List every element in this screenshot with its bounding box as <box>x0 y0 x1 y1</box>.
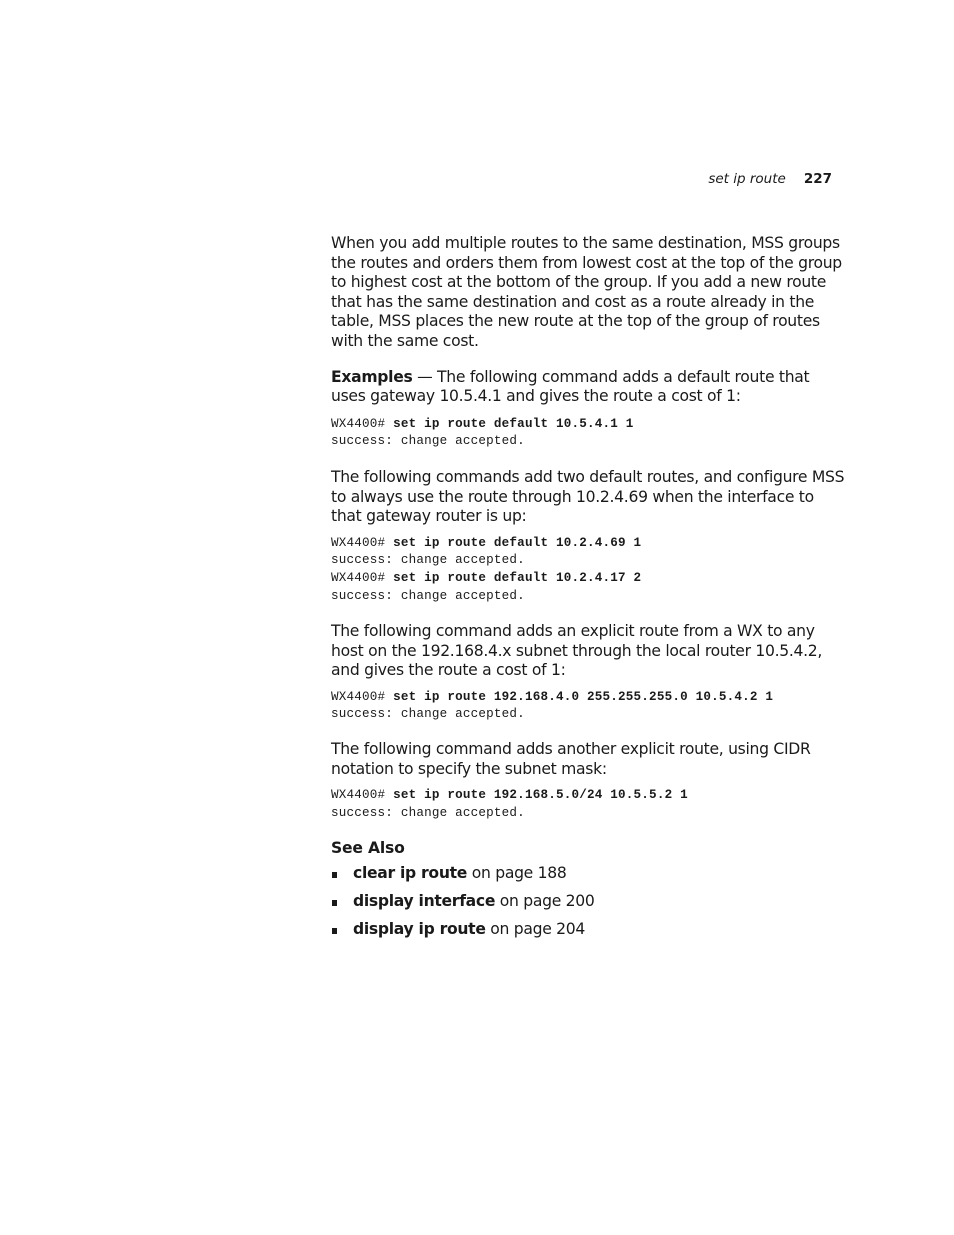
success-output: success: change accepted. <box>331 805 525 820</box>
success-output: success: change accepted. <box>331 588 525 603</box>
page-reference: on page 200 <box>495 892 595 911</box>
command: set ip route 192.168.4.0 255.255.255.0 10.5.4.2 1 <box>393 689 774 704</box>
see-also-link[interactable]: display ip route <box>353 919 486 938</box>
paragraph-3: The following command adds an explicit route from a WX to any host on the 192.168.4.x subnet through the local router 10.5.4.2, and gives the route a cost of 1: <box>331 622 823 680</box>
success-output: success: change accepted. <box>331 707 525 722</box>
command: set ip route default 10.5.4.1 1 <box>393 416 634 431</box>
header-section-title: set ip route <box>708 171 786 187</box>
see-also-link[interactable]: display interface <box>353 892 496 911</box>
command: set ip route default 10.2.4.69 1 <box>393 535 642 550</box>
code-block-1 <box>331 416 845 451</box>
page-body <box>331 234 845 939</box>
page-reference: on page 188 <box>467 864 567 883</box>
see-also-item <box>331 864 845 884</box>
paragraph-2: The following commands add two default routes, and configure MSS to always use the route through 10.2.4.69 when the interface to that gateway router is up: <box>331 467 845 526</box>
see-also-list <box>331 864 845 939</box>
success-output: success: change accepted. <box>331 553 525 568</box>
command: set ip route default 10.2.4.17 2 <box>393 570 642 585</box>
examples-label: Examples <box>331 367 413 386</box>
page-number: 227 <box>803 171 832 187</box>
paragraph-4: The following command adds another explicit route, using CIDR notation to specify the subnet mask: <box>331 740 811 778</box>
prompt: WX4400# <box>331 570 394 585</box>
code-block-2 <box>331 535 845 605</box>
code-block-4 <box>331 787 845 822</box>
see-also-item <box>331 892 845 912</box>
intro-paragraph: When you add multiple routes to the same destination, MSS groups the routes and orders them from lowest cost at the top of the group to highest cost at the bottom of the group. If you add a new route that has the same destination and cost as a route already in the table, MSS places the new route at the top of the group of routes with the same cost. <box>331 234 842 350</box>
prompt: WX4400# <box>331 416 394 431</box>
command: set ip route 192.168.5.0/24 10.5.5.2 1 <box>393 788 688 803</box>
see-also-heading: See Also <box>331 839 405 858</box>
see-also-item <box>331 920 845 940</box>
examples-text: — The following command adds a default route that uses gateway 10.5.4.1 and gives the route a cost of 1: <box>331 367 810 406</box>
running-header <box>708 171 832 187</box>
examples-paragraph <box>331 368 845 407</box>
prompt: WX4400# <box>331 689 394 704</box>
code-block-3 <box>331 689 845 724</box>
page-reference: on page 204 <box>485 919 586 938</box>
prompt: WX4400# <box>331 788 394 803</box>
success-output: success: change accepted. <box>331 434 525 449</box>
see-also-link[interactable]: clear ip route <box>353 864 468 883</box>
prompt: WX4400# <box>331 535 394 550</box>
